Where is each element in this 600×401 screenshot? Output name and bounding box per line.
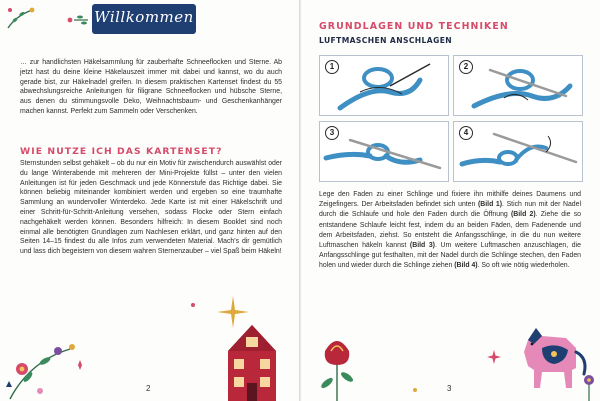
instructions-part: . Stich nun mit der Nadel durch die Schlaufe und hole den Faden durch die Öffnung (319, 201, 581, 219)
flower-decoration-icon (307, 331, 367, 401)
intro-paragraph (20, 58, 282, 117)
sparkle-icon (186, 298, 200, 312)
image-reference-2: (Bild 2) (510, 211, 536, 219)
instructions-part: Lege den Faden zu einer Schlinge und fixiere ihn mithilfe deines Daumens und Zeigefingers. Der Arbeitsfaden befindet sich unten (319, 191, 581, 209)
right-page (301, 0, 600, 401)
step-badge-2: 2 (459, 60, 473, 74)
step-image-4 (453, 121, 583, 182)
step-image-3 (319, 121, 449, 182)
instructions-part: . So oft wie nötig wiederholen. (477, 262, 570, 270)
instructions-part: . Um weitere Luftmaschen anzuschlagen, die Anfangsschlinge gut festhalten, mit der Nadel durch die Schlinge stechen, den Faden holen und wieder durch die Schlinge ziehen (319, 242, 581, 270)
image-reference-3: (Bild 3) (409, 242, 435, 250)
banner-sprig-icon (66, 13, 90, 27)
step-badge-1: 1 (325, 60, 339, 74)
step-image-2 (453, 55, 583, 116)
kartenset-text: Sternstunden selbst gehäkelt – ob du nur ein Motiv für zwischendurch auswählst oder du lange Winterabende mit mehreren der Mini-Projekte füllst – unter den vielen Anleitungen ist für jeden Geschmack und jede Könnerstufe das Richtige dabei. Sie können beliebig miteinander kombiniert werden und ergeben so eine traumhafte Sammlung an wundervoller Winterdeko. Jede Karte ist mit einer Häkelschrift und einer Schritt-für-Schritt-Anleitung versehen, sodass Flocke oder Stern einfach nachgehäkelt werden können. Besonders hilfreich: In diesem Booklet sind noch einmal alle benötigten Grundlagen zum Nachlesen erklärt, und ganz hinten auf den Seiten 14–15 findest du alle Infos zum verwendeten Material. Mach's dir gemütlich und lass dich begeistern von diesem wahren Sternenzauber – viel Spaß beim Häkeln! (20, 160, 282, 256)
step-badge-4: 4 (459, 126, 473, 140)
chain-stitch-illustration (454, 122, 582, 181)
image-reference-4: (Bild 4) (454, 262, 478, 270)
sparkle-icon (487, 350, 501, 364)
instructions-part: . Ziehe die so entstandene Schlaufe leicht fest, indem du an beiden Fäden, dem Fadenende und dem Arbeitsfaden, ziehst. So entsteht die Anfangsschlinge, in die du nun weitere Luftmaschen häkeln kannst (319, 211, 581, 250)
flower-decoration-icon (579, 371, 599, 401)
subtitle-luftmaschen: LUFTMASCHEN ANSCHLAGEN (319, 36, 453, 45)
instructions-paragraph (319, 190, 581, 272)
section-heading-kartenset: WIE NUTZE ICH DAS KARTENSET? (20, 146, 223, 157)
corner-sprig-icon (2, 2, 42, 32)
floral-decoration-icon (0, 321, 95, 401)
slipknot-illustration (320, 122, 448, 181)
banner-title: Willkommen (94, 8, 194, 26)
step-badge-3: 3 (325, 126, 339, 140)
step-image-1 (319, 55, 449, 116)
image-reference-1: (Bild 1) (477, 201, 503, 209)
page-number-left: 2 (146, 384, 151, 393)
section-heading-grundlagen: GRUNDLAGEN UND TECHNIKEN (319, 21, 509, 32)
instructions-text (319, 190, 581, 272)
house-decoration-icon (224, 321, 280, 401)
hook-loop-illustration (454, 56, 582, 115)
kartenset-paragraph (20, 159, 282, 257)
page-number-right: 3 (447, 384, 452, 393)
sparkle-icon (409, 384, 421, 396)
intro-text: … zur handlichsten Häkelsammlung für zauberhafte Schneeflocken und Sterne. Ab jetzt hast du deine kleine Häkelauszeit immer mit dabei und kannst, wo du auch gerade bist, zur Häkelnadel greifen. In diesem praktischen Kartenset findest du 55 abwechslungsreiche Anleitungen für filigrane Schneeflocken und hübsche Sterne, aus denen du stimmungsvolle Deko, Weihnachtsbaum- und Geschenkanhänger machen kannst. Perfekt zum Sammeln oder Verschenken. (20, 59, 282, 115)
yarn-loop-illustration (320, 56, 448, 115)
left-page (0, 0, 299, 401)
welcome-banner (92, 4, 196, 34)
